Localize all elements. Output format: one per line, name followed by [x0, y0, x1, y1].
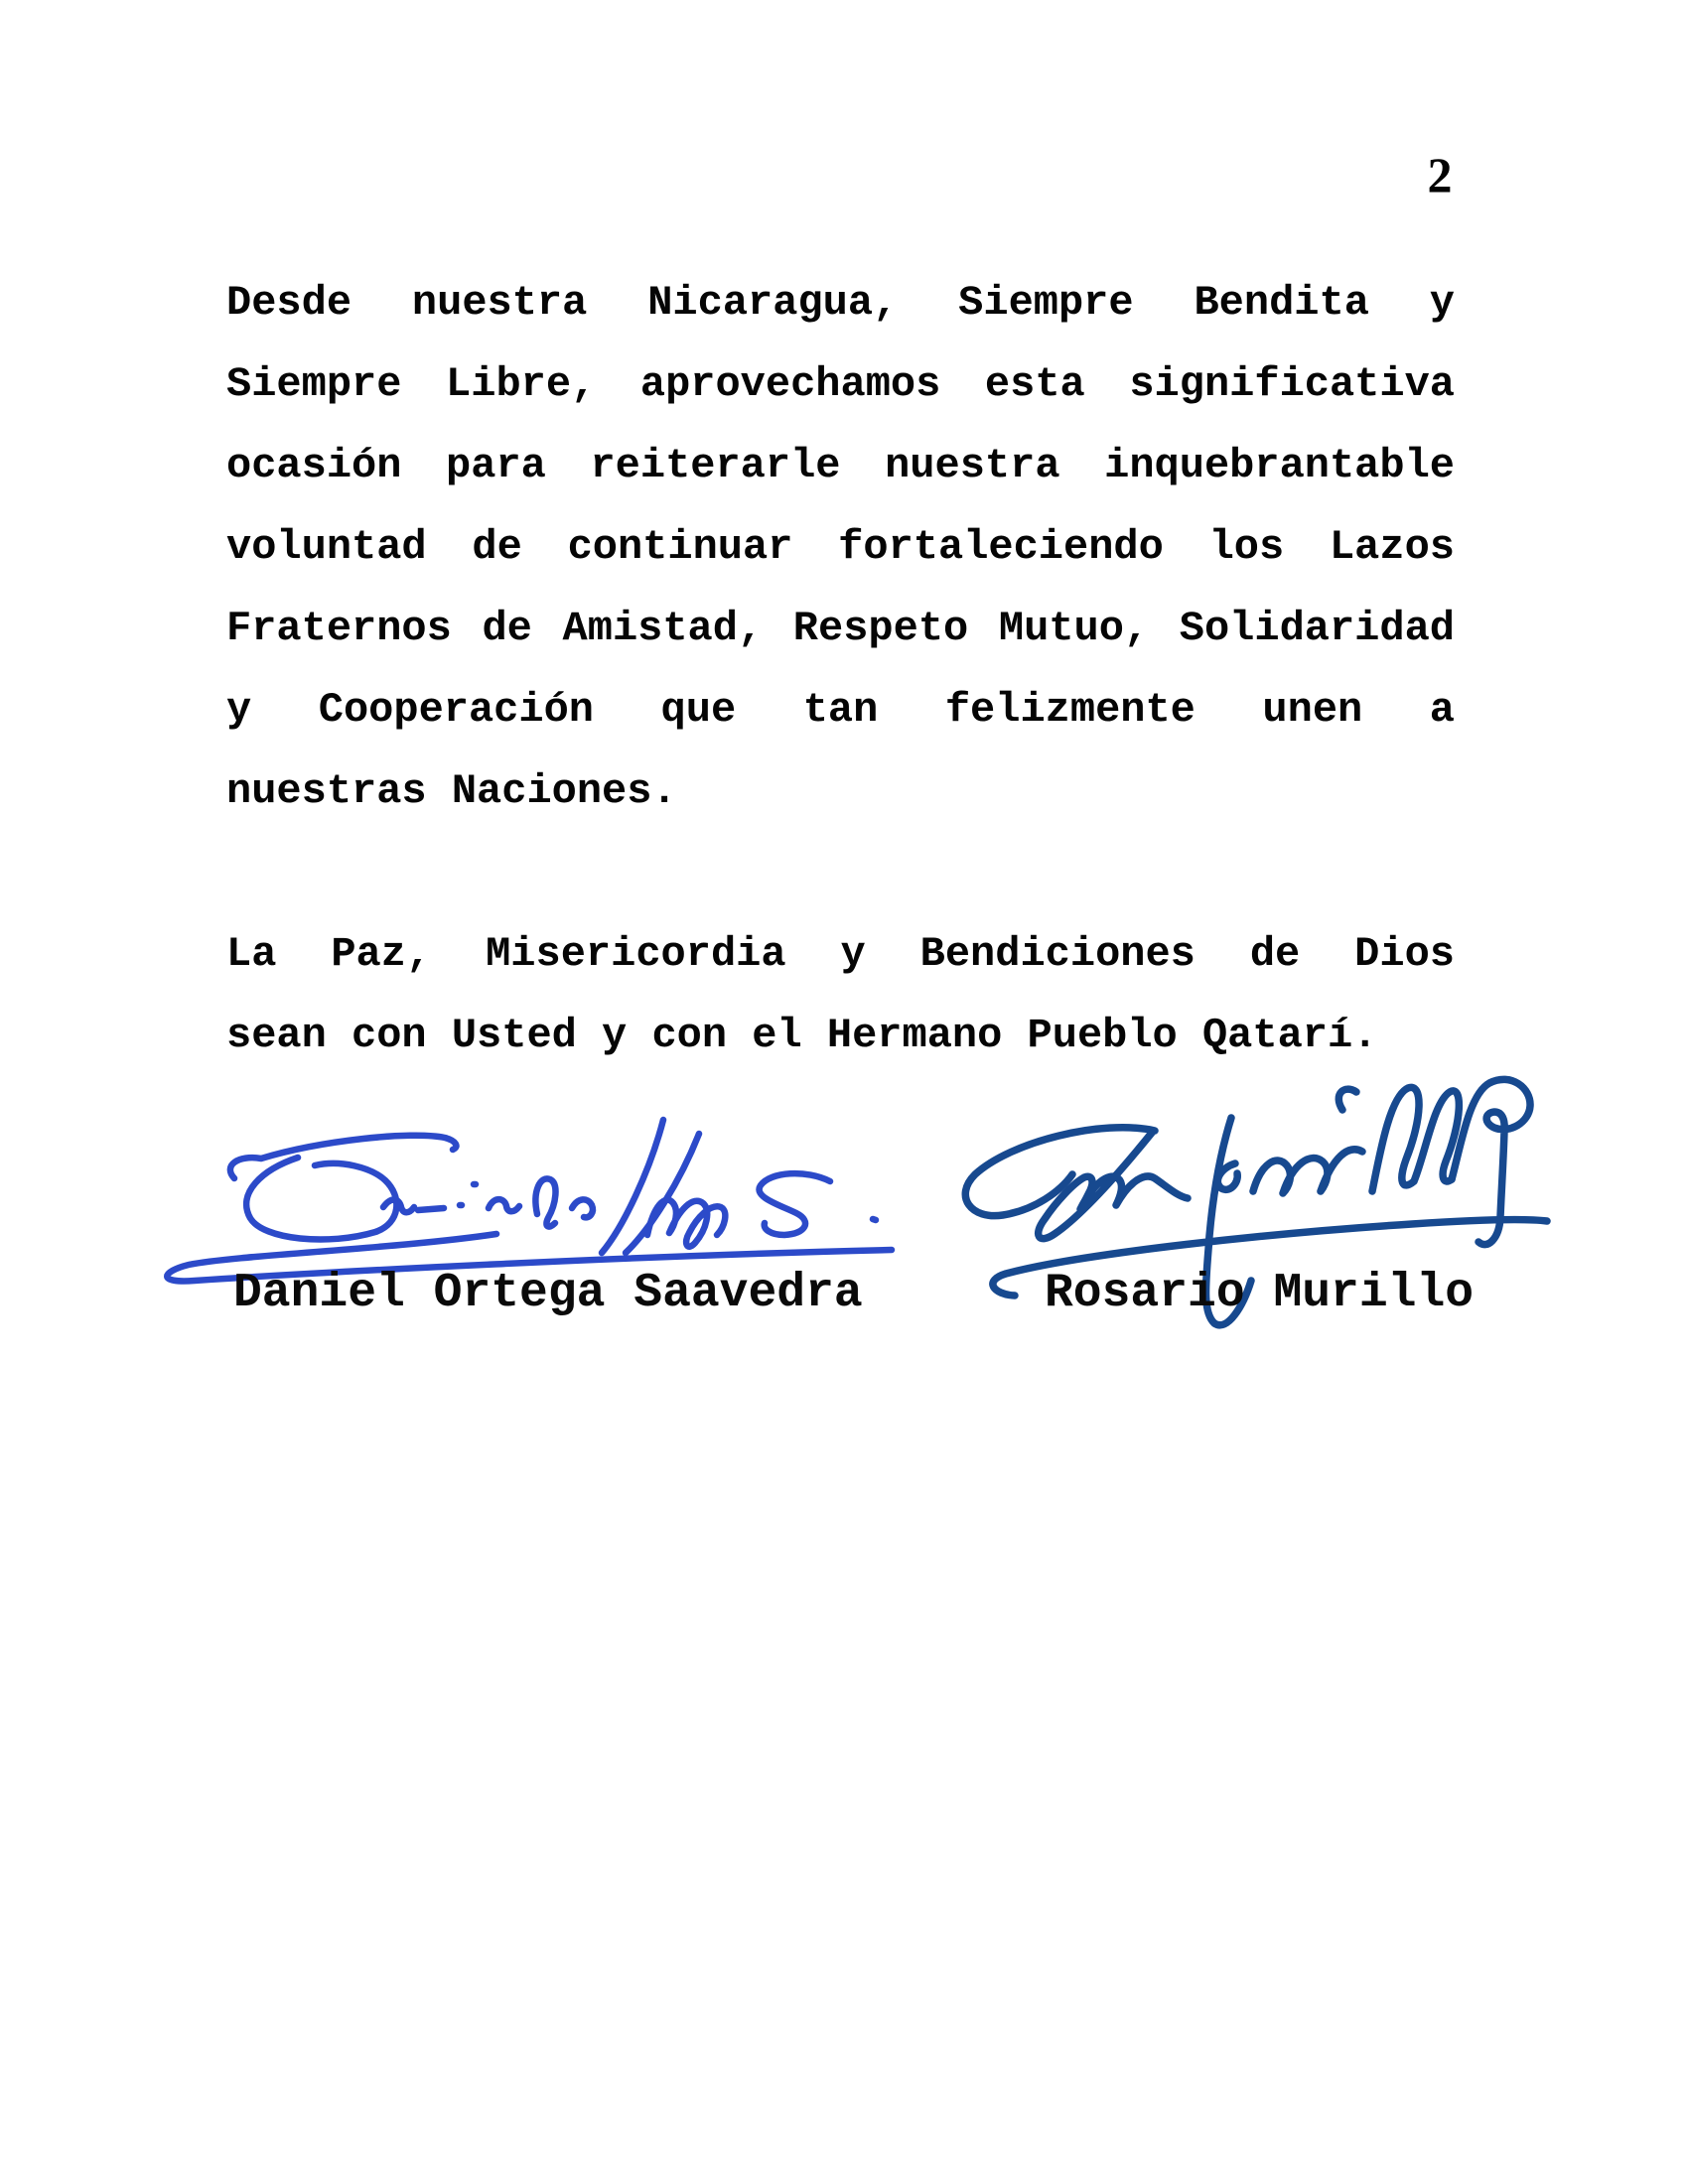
letter-line: La Paz, Misericordia y Bendiciones de Dios [226, 930, 1455, 978]
letter-line: Fraternos de Amistad, Respeto Mutuo, Solidaridad [226, 605, 1455, 652]
paragraph [226, 262, 1455, 832]
page-number: 2 [1427, 147, 1453, 203]
paragraph [226, 913, 1455, 1076]
signature-daniel-ortega-icon [167, 1120, 892, 1281]
letter-line: nuestras Naciones. [226, 767, 677, 815]
letter-line: Siempre Libre, aprovechamos esta significativa [226, 360, 1455, 408]
letter-line: sean con Usted y con el Hermano Pueblo Qatarí. [226, 1012, 1378, 1059]
letter-line: Desde nuestra Nicaragua, Siempre Bendita y [226, 279, 1455, 327]
letter-body [226, 262, 1455, 1076]
letter-line: ocasión para reiterarle nuestra inquebrantable [226, 442, 1455, 489]
signatory-name-daniel-ortega: Daniel Ortega Saavedra [233, 1267, 863, 1320]
letter-line: y Cooperación que tan felizmente unen a [226, 686, 1455, 734]
signatory-name-rosario-murillo: Rosario Murillo [1045, 1267, 1475, 1320]
letter-line: voluntad de continuar fortaleciendo los Lazos [226, 523, 1455, 571]
